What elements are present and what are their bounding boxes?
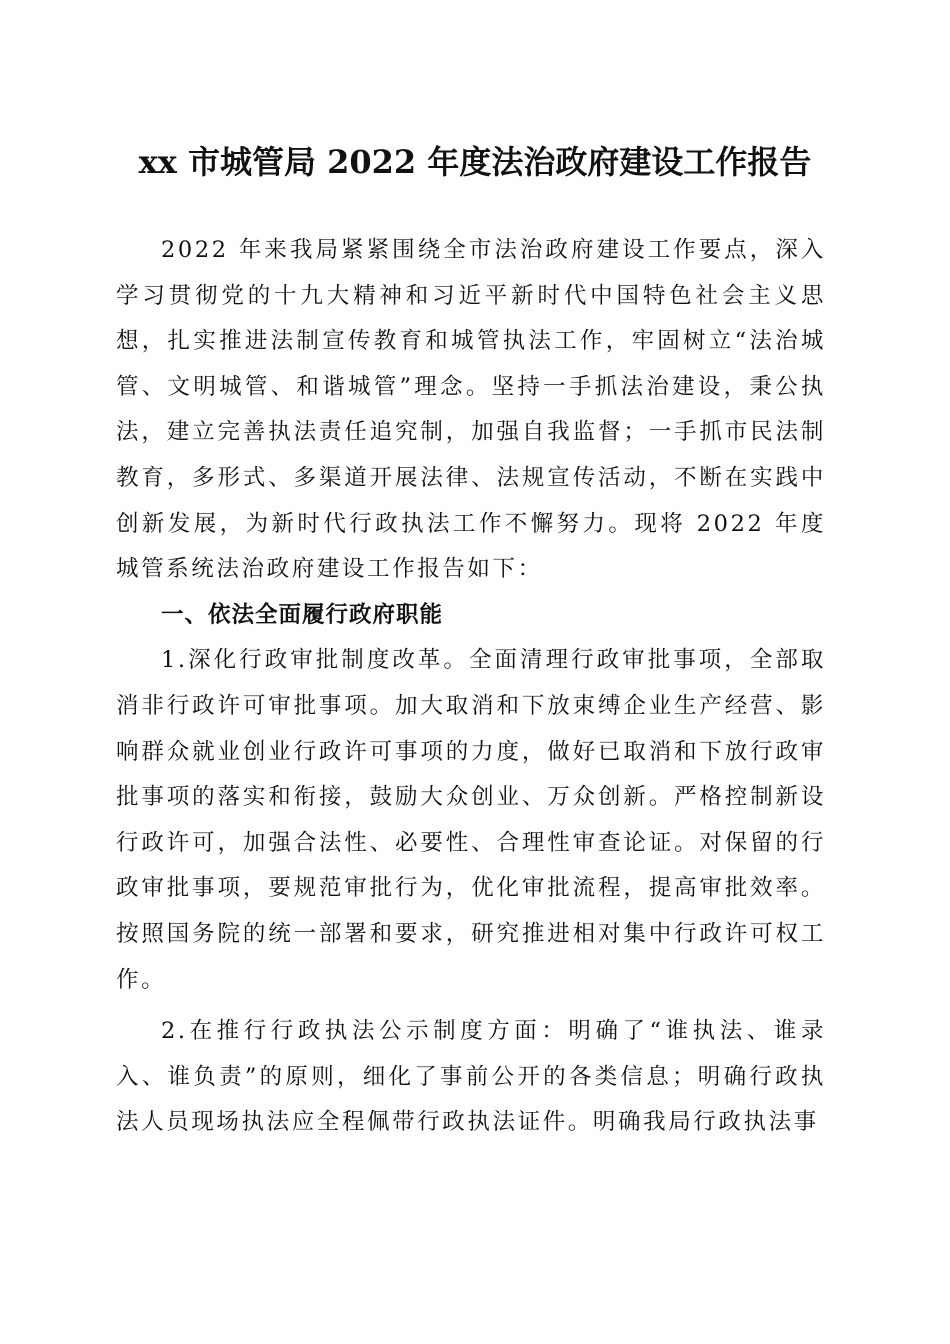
section-heading-1: 一、依法全面履行政府职能 (161, 601, 444, 628)
document-title: xx 市城管局 2022 年度法治政府建设工作报告 (138, 143, 812, 181)
item-1-paragraph: 1.深化行政审批制度改革。全面清理行政审批事项，全部取消非行政许可审批事项。加大取消和下放束缚企业生产经营、影响群众就业创业行政许可事项的力度，做好已取消和下放行政审批事项的落实和衔接，鼓励大众创业、万众创新。严格控制新设行政许可，加强合法性、必要性、合理性审查论证。对保留的行政审批事项，要规范审批行为，优化审批流程，提高审批效率。按照国务院的统一部署和要求，研究推进相对集中行政许可权工作。 (116, 647, 826, 993)
document-body (116, 228, 826, 1146)
intro-paragraph: 2022 年来我局紧紧围绕全市法治政府建设工作要点，深入学习贯彻党的十九大精神和习近平新时代中国特色社会主义思想，扎实推进法制宣传教育和城管执法工作，牢固树立“法治城管、文明城管、和谐城管”理念。坚持一手抓法治建设，秉公执法，建立完善执法责任追究制，加强自我监督；一手抓市民法制教育，多形式、多渠道开展法律、法规宣传活动，不断在实践中创新发展，为新时代行政执法工作不懈努力。现将 2022 年度城管系统法治政府建设工作报告如下： (116, 237, 826, 583)
item-2-paragraph: 2.在推行行政执法公示制度方面：明确了“谁执法、谁录入、谁负责”的原则，细化了事前公开的各类信息；明确行政执法人员现场执法应全程佩带行政执法证件。明确我局行政执法事 (116, 1018, 826, 1136)
